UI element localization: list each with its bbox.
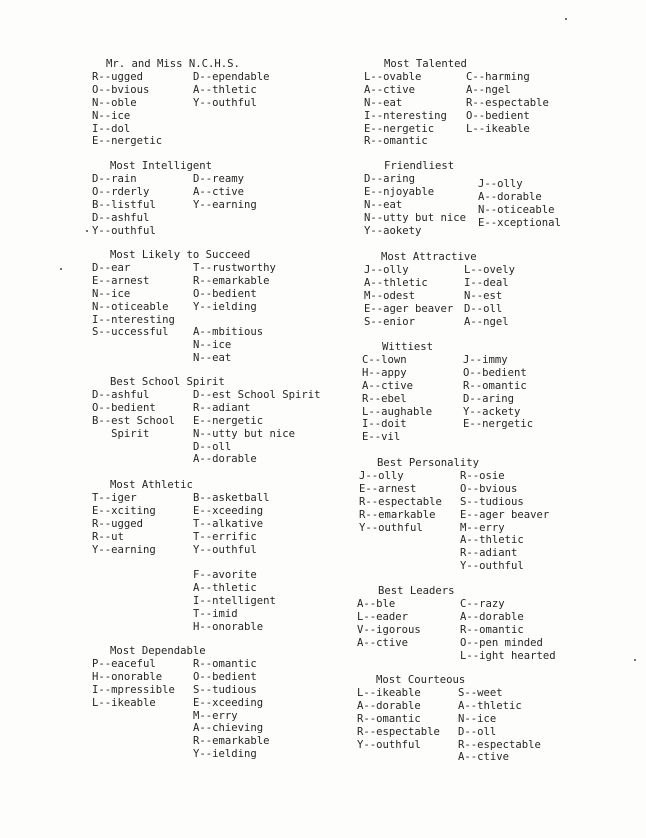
acrostic-line: B--est School <box>92 414 175 427</box>
acrostic-line: R--ebel <box>362 392 407 405</box>
acrostic-line: A--ngel <box>466 83 511 96</box>
acrostic-line: H--onorable <box>92 670 163 683</box>
nominee-column-1 <box>92 262 175 339</box>
section-title: Most Intelligent <box>110 160 213 172</box>
acrostic-line: E--arnest <box>92 274 150 287</box>
acrostic-line: E--ager beaver <box>460 508 550 521</box>
acrostic-line: E--nergetic <box>364 122 435 135</box>
section-title: Best School Spirit <box>110 376 225 388</box>
acrostic-line: S--tudious <box>193 683 257 696</box>
nominee-column-2 <box>193 262 276 365</box>
acrostic-line: N--ice <box>92 287 131 300</box>
section-title: Most Likely to Succeed <box>110 249 251 261</box>
acrostic-line: A--ctive <box>364 83 416 96</box>
acrostic-line: E--xceptional <box>478 216 561 229</box>
section-title: Friendliest <box>384 160 455 172</box>
section-title: Most Dependable <box>110 645 206 657</box>
acrostic-line: O--rderly <box>92 185 150 198</box>
acrostic-line: N--ice <box>193 339 232 352</box>
acrostic-line: A--ctive <box>193 185 245 198</box>
nominee-column-1 <box>359 470 442 534</box>
acrostic-line: I--nteresting <box>364 109 447 122</box>
acrostic-line: S--uccessful <box>92 326 169 339</box>
acrostic-line: Y--earning <box>92 543 156 556</box>
acrostic-line: N--eat <box>364 198 403 211</box>
section-title: Mr. and Miss N.C.H.S. <box>106 58 240 70</box>
acrostic-line: E--xceeding <box>193 504 264 517</box>
acrostic-line: O--bedient <box>193 670 257 683</box>
acrostic-line: N--oble <box>92 96 137 109</box>
acrostic-line: L--ight hearted <box>460 649 556 662</box>
acrostic-line: T--imid <box>193 608 238 621</box>
acrostic-line: A--dorable <box>357 699 421 712</box>
nominee-column-2 <box>463 354 533 431</box>
section-title: Most Courteous <box>376 674 466 686</box>
acrostic-line: D--oll <box>193 440 232 453</box>
acrostic-line: C--lown <box>362 354 407 366</box>
nominee-column-1 <box>92 658 175 710</box>
nominee-column-2 <box>460 470 549 573</box>
acrostic-line: I--ntelligent <box>193 595 276 608</box>
acrostic-line: T--errific <box>193 530 257 543</box>
acrostic-line: R--emarkable <box>193 274 270 287</box>
acrostic-line: R--ugged <box>92 71 144 83</box>
acrostic-line: R--ugged <box>92 517 144 530</box>
acrostic-line: A--mbitious <box>193 326 264 339</box>
acrostic-line: S--enior <box>364 315 416 328</box>
nominee-column-2 <box>458 687 541 764</box>
acrostic-line: E--nergetic <box>193 414 264 427</box>
acrostic-line: M--odest <box>364 289 416 302</box>
acrostic-line: D--oll <box>458 725 497 738</box>
acrostic-line: A--dorable <box>460 610 524 623</box>
acrostic-line: I--doit <box>362 418 407 431</box>
acrostic-line: D--oll <box>464 302 503 315</box>
acrostic-line: I--nteresting <box>92 313 175 326</box>
acrostic-line: A--dorable <box>478 190 542 203</box>
acrostic-line: A--ctive <box>362 379 414 392</box>
acrostic-line: A--ngel <box>464 315 509 328</box>
nominee-column-1 <box>357 687 440 751</box>
acrostic-line: A--ctive <box>357 636 409 649</box>
acrostic-line: J--olly <box>359 470 404 482</box>
acrostic-line: D--reamy <box>193 173 245 185</box>
acrostic-line: A--thletic <box>193 83 257 96</box>
acrostic-line: L--ikeable <box>357 687 421 699</box>
acrostic-line: O--pen minded <box>460 636 543 649</box>
acrostic-line: Y--ielding <box>193 300 257 313</box>
acrostic-line: O--bvious <box>92 83 150 96</box>
nominee-column-1 <box>92 173 156 237</box>
acrostic-line: N--ice <box>92 109 131 122</box>
acrostic-line: R--omantic <box>193 658 257 670</box>
acrostic-line: N--eat <box>364 96 403 109</box>
acrostic-line: C--razy <box>460 598 505 610</box>
acrostic-line: L--ikeable <box>92 696 156 709</box>
acrostic-line: N--oticeable <box>92 300 169 313</box>
acrostic-line: O--bedient <box>463 366 527 379</box>
acrostic-line: I--dol <box>92 122 131 135</box>
acrostic-line: R--adiant <box>460 547 518 560</box>
acrostic-line: O--bvious <box>460 482 518 495</box>
nominee-column-1 <box>92 71 162 148</box>
acrostic-line: M--erry <box>460 521 505 534</box>
section-title: Wittiest <box>382 341 434 353</box>
acrostic-line: Y--outhful <box>460 560 524 573</box>
acrostic-line: R--adiant <box>193 401 251 414</box>
acrostic-line: Y--earning <box>193 198 257 211</box>
acrostic-line: R--osie <box>460 470 505 482</box>
acrostic-line: V--igorous <box>357 623 421 636</box>
acrostic-line: A--thletic <box>364 276 428 289</box>
acrostic-line: E--xciting <box>92 504 156 517</box>
acrostic-line: N--utty but nice <box>193 427 296 440</box>
dust-speck <box>565 18 567 20</box>
acrostic-line: Y--ackety <box>463 405 521 418</box>
acrostic-line: O--bedient <box>193 287 257 300</box>
acrostic-line: R--espectable <box>458 738 541 751</box>
acrostic-line: A--chieving <box>193 722 264 735</box>
section-title: Most Talented <box>384 58 467 70</box>
acrostic-line: A--dorable <box>193 453 257 466</box>
acrostic-line: F--avorite <box>193 569 257 582</box>
acrostic-line: R--espectable <box>466 96 549 109</box>
acrostic-line: B--asketball <box>193 492 270 504</box>
acrostic-line: R--omantic <box>364 135 428 148</box>
acrostic-line: A--ctive <box>458 751 510 764</box>
acrostic-line: Spirit <box>92 427 150 440</box>
acrostic-line: H--onorable <box>193 620 264 633</box>
acrostic-line: E--xceeding <box>193 696 264 709</box>
acrostic-line: Y--outhful <box>193 543 257 556</box>
acrostic-line: R--emarkable <box>193 735 270 748</box>
acrostic-line: N--ice <box>458 712 497 725</box>
acrostic-line: N--eat <box>193 352 232 365</box>
acrostic-line: Y--outhful <box>359 521 423 534</box>
acrostic-line: S--tudious <box>460 495 524 508</box>
acrostic-line: J--olly <box>364 264 409 276</box>
acrostic-line: A--ble <box>357 598 396 610</box>
nominee-column-2 <box>460 598 556 662</box>
acrostic-line: Y--aokety <box>364 224 422 237</box>
acrostic-line: Y--ielding <box>193 748 257 761</box>
nominee-column-1 <box>92 389 175 441</box>
acrostic-line: T--iger <box>92 492 137 504</box>
acrostic-line: R--emarkable <box>359 508 436 521</box>
acrostic-line: Y--outhful <box>357 738 421 751</box>
nominee-column-2 <box>193 492 276 634</box>
nominee-column-2 <box>193 71 270 110</box>
acrostic-line: O--bedient <box>466 109 530 122</box>
acrostic-line: D--ear <box>92 262 131 274</box>
nominee-column-2 <box>193 389 321 466</box>
acrostic-line: I--deal <box>464 276 509 289</box>
acrostic-line: J--olly <box>478 178 523 190</box>
nominee-column-2 <box>193 173 257 212</box>
acrostic-line: C--harming <box>466 71 530 83</box>
acrostic-line: N--utty but nice <box>364 211 467 224</box>
dust-speck <box>86 230 88 232</box>
acrostic-line: L--eader <box>357 610 409 623</box>
acrostic-line: L--ovable <box>364 71 422 83</box>
acrostic-line: Y--outhful <box>193 96 257 109</box>
acrostic-line: N--est <box>464 289 503 302</box>
acrostic-line: E--ager beaver <box>364 302 454 315</box>
nominee-column-2 <box>193 658 270 761</box>
acrostic-line: R--omantic <box>357 712 421 725</box>
acrostic-line: D--ependable <box>193 71 270 83</box>
acrostic-line: P--eaceful <box>92 658 156 670</box>
section-title: Most Athletic <box>110 479 193 491</box>
dust-speck <box>60 268 62 270</box>
acrostic-line: Y--outhful <box>92 224 156 237</box>
nominee-column-2 <box>466 71 549 135</box>
acrostic-line: L--ovely <box>464 264 516 276</box>
dust-speck <box>634 659 636 661</box>
acrostic-line: S--weet <box>458 687 503 699</box>
acrostic-line: E--vil <box>362 431 401 444</box>
acrostic-line: H--appy <box>362 366 407 379</box>
acrostic-line: A--thletic <box>458 699 522 712</box>
nominee-column-1 <box>92 492 156 556</box>
section-title: Most Attractive <box>381 251 477 263</box>
acrostic-line: A--thletic <box>193 582 257 595</box>
nominee-column-2 <box>478 178 561 230</box>
acrostic-line: N--oticeable <box>478 203 555 216</box>
acrostic-line: T--alkative <box>193 517 264 530</box>
nominee-column-2 <box>464 264 515 328</box>
nominee-column-1 <box>364 264 453 328</box>
nominee-column-1 <box>362 354 432 444</box>
acrostic-line: M--erry <box>193 709 238 722</box>
section-title: Best Leaders <box>378 585 455 597</box>
acrostic-line: E--nergetic <box>92 135 163 148</box>
acrostic-line: A--thletic <box>460 534 524 547</box>
acrostic-line: L--aughable <box>362 405 433 418</box>
nominee-column-1 <box>364 71 447 148</box>
acrostic-line: R--omantic <box>460 623 524 636</box>
acrostic-line: D--ashful <box>92 211 150 224</box>
acrostic-line: E--nergetic <box>463 418 534 431</box>
acrostic-line: L--ikeable <box>466 122 530 135</box>
acrostic-line: D--ashful <box>92 389 150 401</box>
acrostic-line: D--aring <box>463 392 515 405</box>
acrostic-line: J--immy <box>463 354 508 366</box>
acrostic-line <box>193 556 276 569</box>
acrostic-line: R--espectable <box>359 495 442 508</box>
acrostic-line: R--omantic <box>463 379 527 392</box>
nominee-column-1 <box>357 598 421 650</box>
acrostic-line: E--njoyable <box>364 185 435 198</box>
nominee-column-1 <box>364 173 466 237</box>
acrostic-line <box>193 314 276 327</box>
acrostic-line: T--rustworthy <box>193 262 276 274</box>
acrostic-line: B--listful <box>92 198 156 211</box>
acrostic-line: R--ut <box>92 530 124 543</box>
acrostic-line: R--espectable <box>357 725 440 738</box>
acrostic-line: D--aring <box>364 173 416 185</box>
acrostic-line: I--mpressible <box>92 683 175 696</box>
acrostic-line: D--rain <box>92 173 137 185</box>
section-title: Best Personality <box>377 457 480 469</box>
acrostic-line: O--bedient <box>92 401 156 414</box>
acrostic-line: E--arnest <box>359 482 417 495</box>
acrostic-line: D--est School Spirit <box>193 389 321 401</box>
